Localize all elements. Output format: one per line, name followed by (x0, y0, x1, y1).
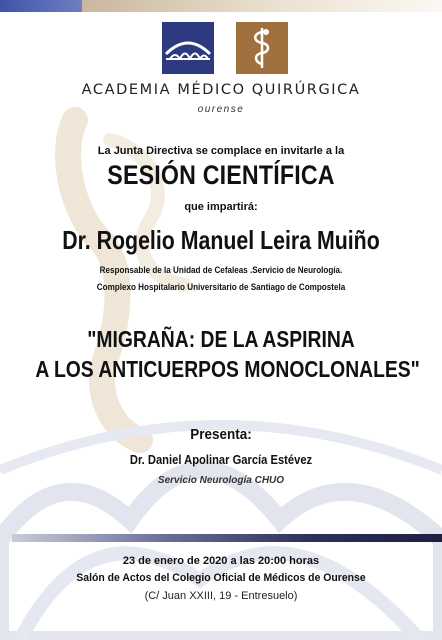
talk-title-line2: A LOS ANTICUERPOS MONOCLONALES" (35, 356, 420, 382)
bridge-logo-icon (162, 22, 214, 74)
top-band-tan (82, 0, 442, 12)
event-venue: Salón de Actos del Colegio Oficial de Médicos de Ourense (76, 572, 366, 584)
academy-name: ACADEMIA MÉDICO QUIRÚRGICA (81, 82, 361, 98)
event-address: (C/ Juan XXIII, 19 - Entresuelo) (144, 590, 298, 602)
event-type-heading: SESIÓN CIENTÍFICA (107, 160, 335, 190)
event-date-time: 23 de enero de 2020 a las 20:00 horas (122, 555, 320, 567)
speaker-name: Dr. Rogelio Manuel Leira Muiño (62, 225, 380, 255)
speaker-role-line1: Responsable de la Unidad de Cefaleas .Servicio de Neurología. (99, 265, 343, 275)
taught-by-label: que impartirá: (184, 201, 258, 213)
presenter-service: Servicio Neurología CHUO (157, 475, 285, 486)
top-color-band (0, 0, 442, 12)
caduceus-logo-icon (236, 22, 288, 74)
top-band-blue (0, 0, 82, 12)
invitation-intro: La Junta Directiva se complace en invitarle a la (97, 145, 345, 157)
presenter-name: Dr. Daniel Apolinar García Estévez (129, 452, 313, 467)
presenter-heading: Presenta: (190, 426, 252, 443)
speaker-role-line2: Complexo Hospitalario Universitario de Santiago de Compostela (96, 282, 346, 292)
academy-city: ourense (197, 104, 245, 115)
section-divider (12, 534, 442, 542)
talk-title-line1: "MIGRAÑA: DE LA ASPIRINA (87, 326, 355, 352)
